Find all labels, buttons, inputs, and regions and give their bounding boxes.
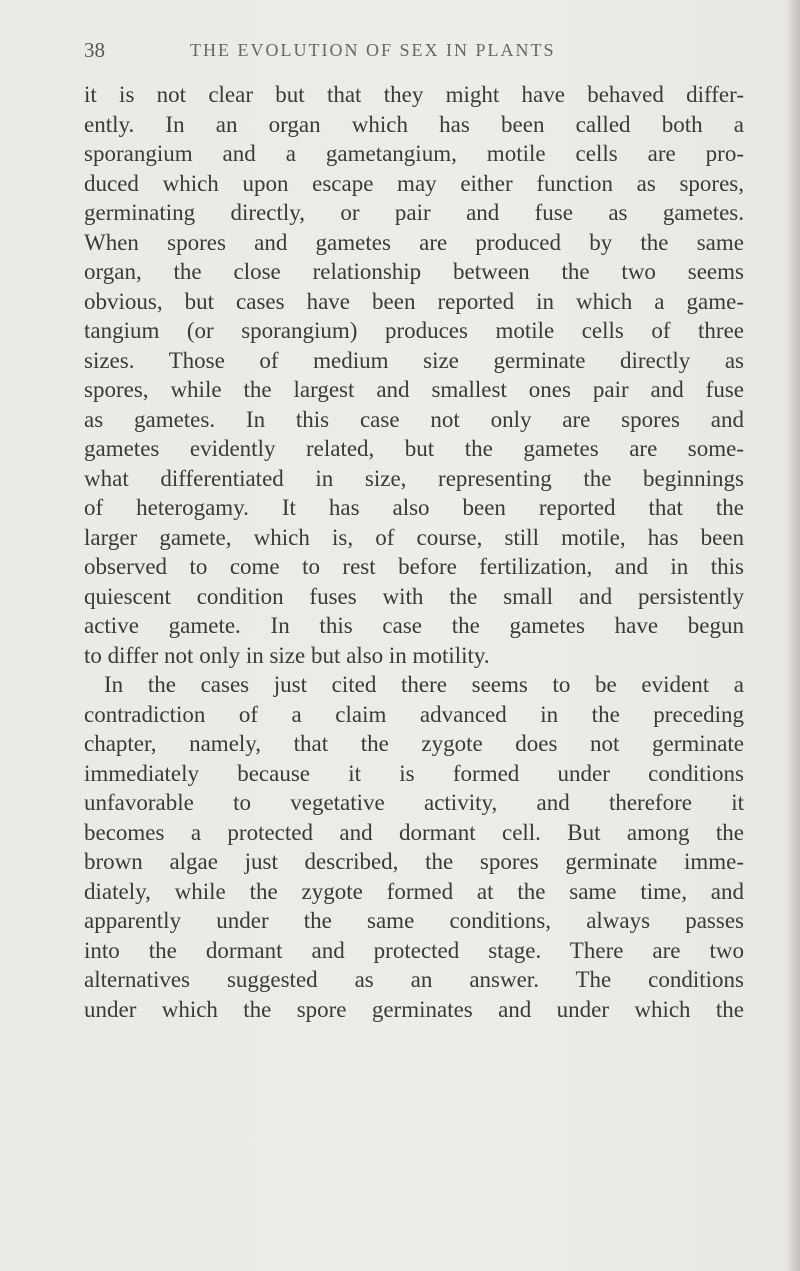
text-line: what differentiated in size, representing the beginnings: [84, 465, 744, 491]
text-line: immediately because it is formed under conditions: [84, 760, 744, 786]
text-line: chapter, namely, that the zygote does not germinate: [84, 731, 744, 756]
text-line: When spores and gametes are produced by the same: [84, 229, 744, 255]
text-line: sizes. Those of medium size germinate directly as: [84, 347, 744, 373]
text-line: germinating directly, or pair and fuse as gametes.: [84, 200, 744, 225]
text-line: spores, while the largest and smallest ones pair and fuse: [84, 377, 744, 402]
text-line: apparently under the same conditions, always passes: [84, 908, 744, 933]
page-edge-shadow: [786, 0, 800, 1271]
text-line: as gametes. In this case not only are spores and: [84, 406, 744, 432]
text-line: to differ not only in size but also in motility.: [84, 642, 490, 668]
text-line: unfavorable to vegetative activity, and therefore it: [84, 790, 744, 815]
text-line: becomes a protected and dormant cell. But among the: [84, 819, 744, 845]
text-line: under which the spore germinates and under which the: [84, 996, 744, 1022]
text-line: tangium (or sporangium) produces motile cells of three: [84, 318, 744, 343]
text-line: active gamete. In this case the gametes have begun: [84, 613, 744, 638]
text-line: obvious, but cases have been reported in which a game-: [84, 288, 744, 314]
text-line: sporangium and a gametangium, motile cells are pro-: [84, 141, 744, 166]
text-line: gametes evidently related, but the gametes are some-: [84, 436, 744, 461]
text-line: of heterogamy. It has also been reported that the: [84, 495, 744, 520]
text-line: into the dormant and protected stage. There are two: [84, 937, 744, 963]
text-line: duced which upon escape may either function as spores,: [84, 170, 744, 196]
text-line: larger gamete, which is, of course, still motile, has been: [84, 524, 744, 550]
text-line: organ, the close relationship between the two seems: [84, 259, 744, 284]
text-line: it is not clear but that they might have behaved differ-: [84, 82, 744, 107]
text-line: quiescent condition fuses with the small and persistently: [84, 583, 744, 609]
text-line: ently. In an organ which has been called both a: [84, 111, 744, 137]
page-header: [84, 38, 692, 68]
text-line: diately, while the zygote formed at the same time, and: [84, 878, 744, 904]
page-number: 38: [84, 38, 105, 62]
text-line: observed to come to rest before fertilization, and in this: [84, 554, 744, 579]
body-text: [84, 80, 744, 1024]
running-title: THE EVOLUTION OF SEX IN PLANTS: [190, 40, 556, 60]
text-line: brown algae just described, the spores germinate imme-: [84, 849, 744, 874]
text-line: alternatives suggested as an answer. The conditions: [84, 967, 744, 992]
text-line: contradiction of a claim advanced in the preceding: [84, 701, 744, 727]
text-line: In the cases just cited there seems to be evident a: [104, 672, 744, 697]
